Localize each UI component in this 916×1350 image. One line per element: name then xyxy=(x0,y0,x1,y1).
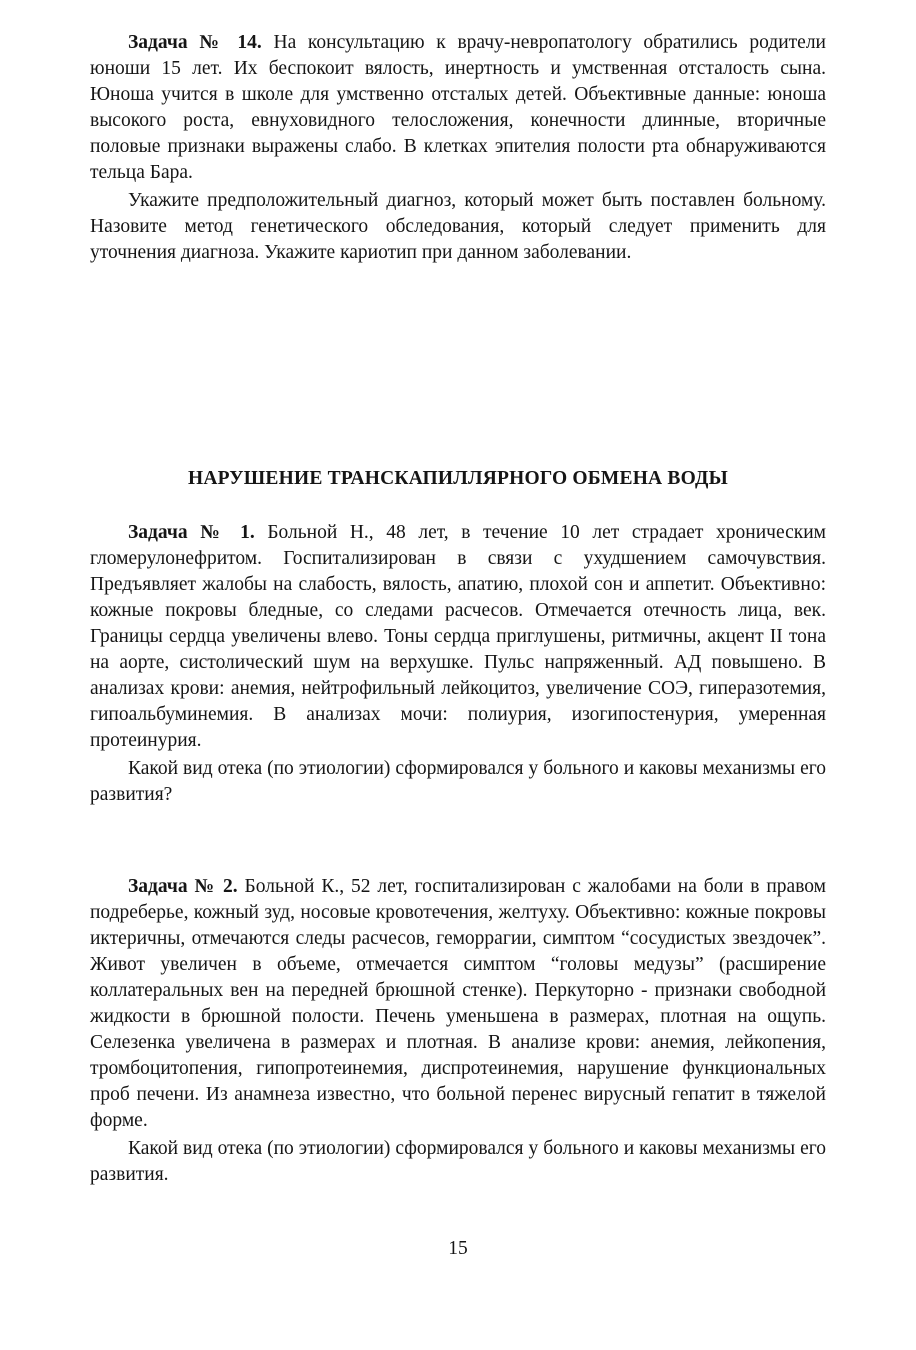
task-2-body: Больной К., 52 лет, госпитализирован с жалобами на боли в правом подреберье, кожный зуд, носовые кровотечения, желтуху. Объективно: кожные покровы иктеричны, отмечаются следы расчесов, геморрагии, симптом “сосудистых звездочек”. Живот увеличен в объеме, отмечается симптом “головы медузы” (расширение коллатеральных вен на передней брюшной стенке). Перкуторно - признаки свободной жидкости в брюшной полости. Печень уменьшена в размерах, плотная на ощупь. Селезенка увеличена в размерах и плотная. В анализе крови: анемия, лейкопения, тромбоцитопения, гипопротеинемия, диспротеинемия, нарушение функциональных проб печени. Из анамнеза известно, что больной перенес вирусный гепатит в тяжелой форме. xyxy=(90,876,827,1131)
task-2 xyxy=(90,874,826,1188)
task-1 xyxy=(90,520,826,808)
section-title: НАРУШЕНИЕ ТРАНСКАПИЛЛЯРНОГО ОБМЕНА ВОДЫ xyxy=(188,468,728,489)
task-1-body: Больной Н., 48 лет, в течение 10 лет страдает хроническим гломерулонефритом. Госпитализирован в связи с ухудшением самочувствия. Предъявляет жалобы на слабость, вялость, апатию, плохой сон и аппетит. Объективно: кожные покровы бледные, со следами расчесов. Отмечается отечность лица, век. Границы сердца увеличены влево. Тоны сердца приглушены, ритмичны, акцент II тона на аорте, систолический шум на верхушке. Пульс напряженный. АД повышено. В анализах крови: анемия, нейтрофильный лейкоцитоз, увеличение СОЭ, гиперазотемия, гипоальбуминемия. В анализах мочи: полиурия, изогипостенурия, умеренная протеинурия. xyxy=(90,522,827,751)
task-14-conditions xyxy=(90,30,826,186)
task-14-question: Укажите предположительный диагноз, который может быть поставлен больному. Назовите метод генетического обследования, который следует применить для уточнения диагноза. Укажите кариотип при данном заболевании. xyxy=(90,190,826,263)
page-number: 15 xyxy=(448,1238,468,1259)
task-2-heading: Задача № 2. xyxy=(128,876,238,897)
task-14-heading: Задача № 14. xyxy=(128,32,262,53)
task-1-question: Какой вид отека (по этиологии) сформировался у больного и каковы механизмы его развития? xyxy=(90,758,826,805)
task-1-heading: Задача № 1. xyxy=(128,522,255,543)
task-14 xyxy=(90,30,826,266)
task-2-question: Какой вид отека (по этиологии) сформировался у больного и каковы механизмы его развития. xyxy=(90,1138,826,1185)
task-1-conditions xyxy=(90,520,826,754)
task-2-conditions xyxy=(90,874,826,1134)
document-page xyxy=(90,0,826,1350)
task-14-body: На консультацию к врачу-невропатологу обратились родители юноши 15 лет. Их беспокоит вялость, инертность и умственная отсталость сына. Юноша учится в школе для умственно отсталых детей. Объективные данные: юноша высокого роста, евнуховидного телосложения, конечности длинные, вторичные половые признаки выражены слабо. В клетках эпителия полости рта обнаруживаются тельца Бара. xyxy=(90,32,826,183)
